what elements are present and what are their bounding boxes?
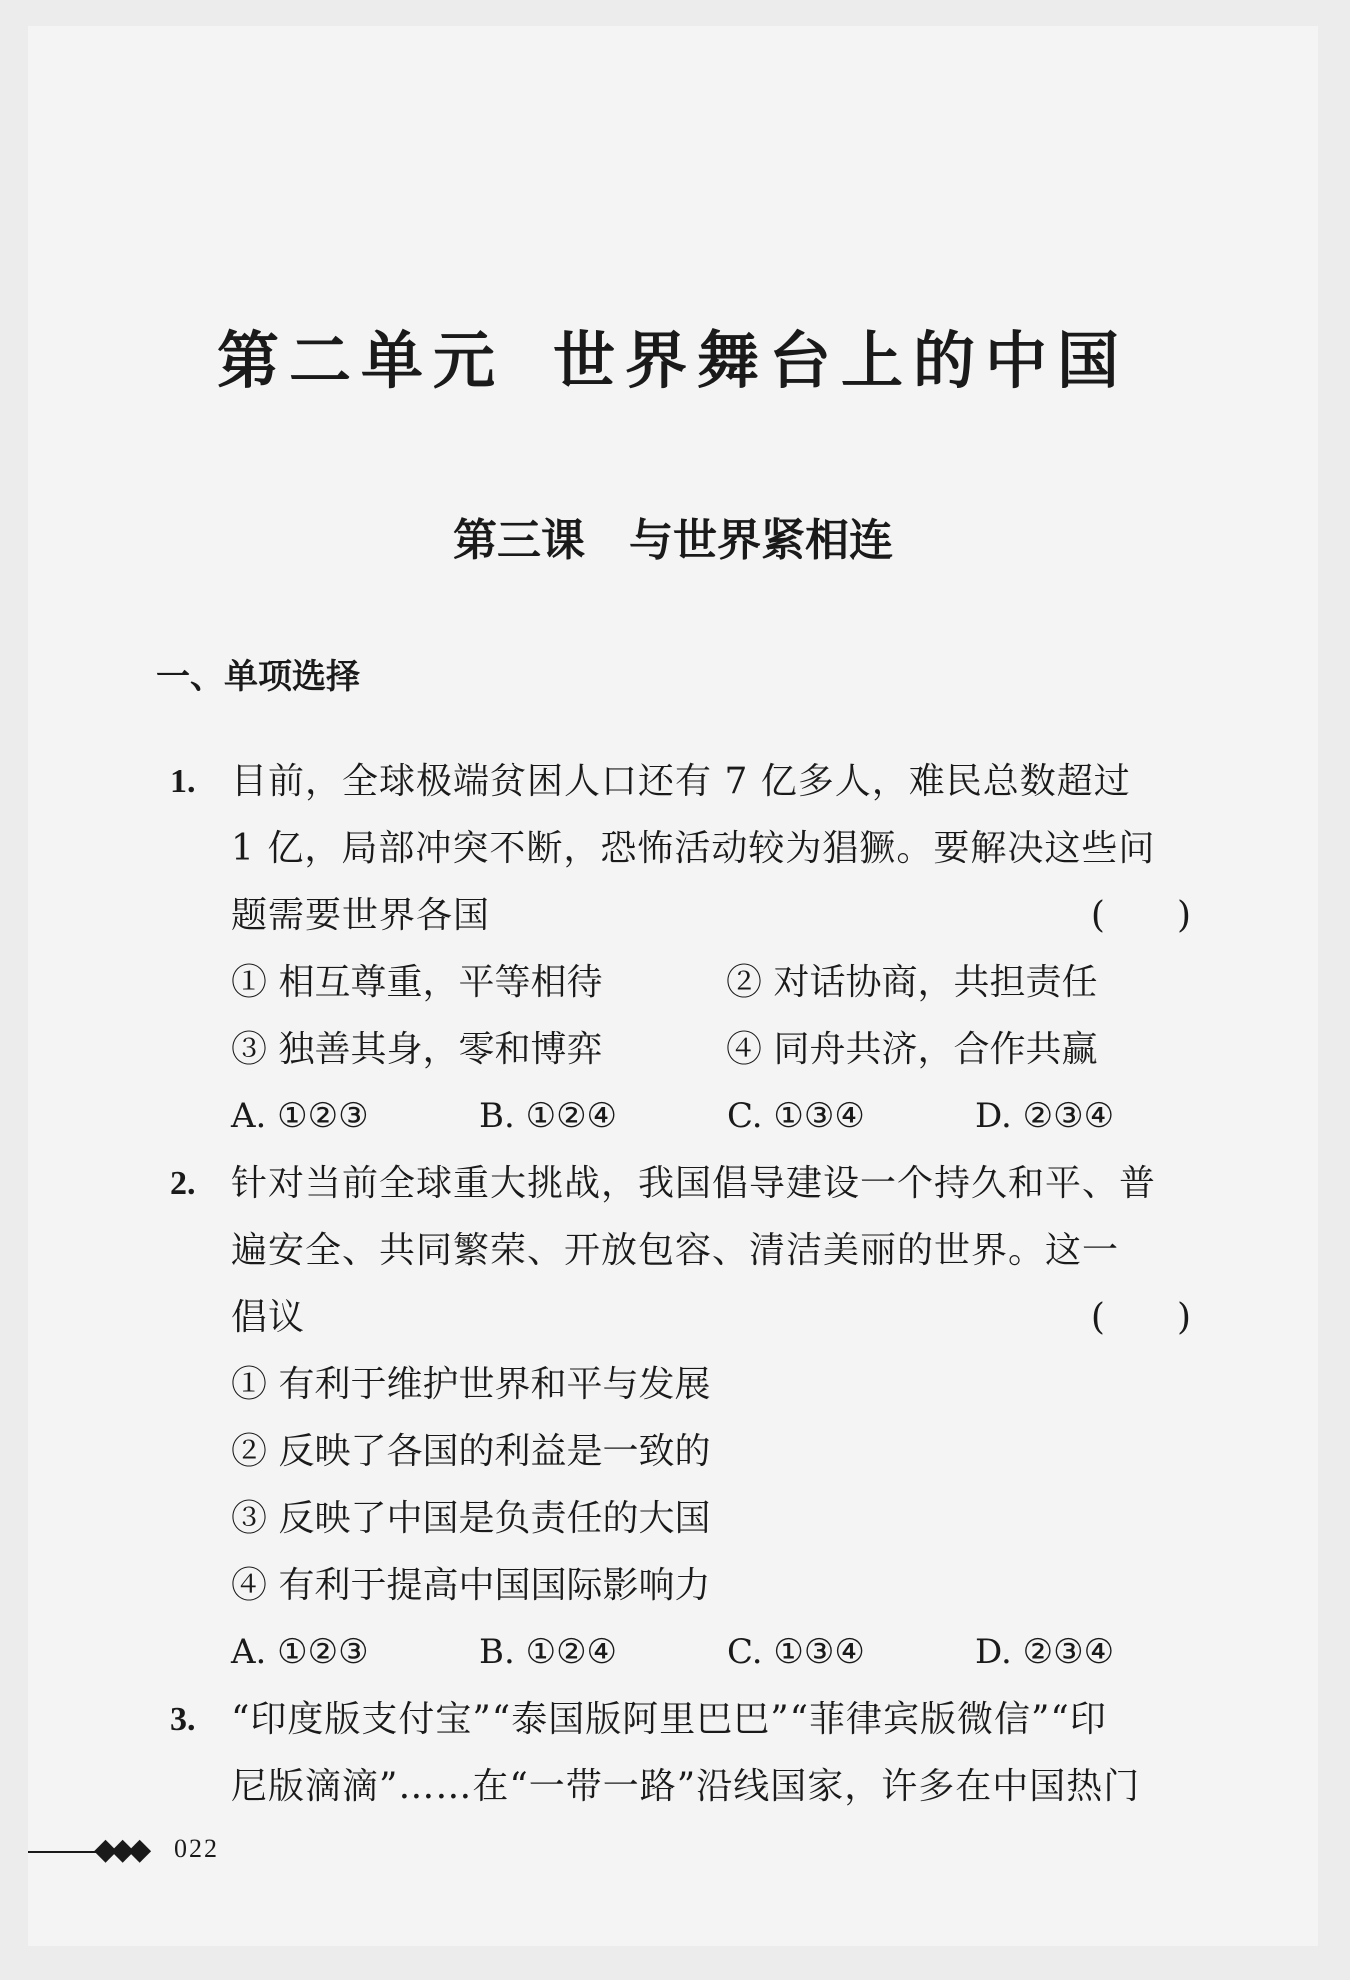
answer-choice-c: C. ①③④ <box>727 1632 865 1672</box>
answer-choice-d: D. ②③④ <box>975 1632 1115 1672</box>
option: ④ 有利于提高中国国际影响力 <box>231 1565 711 1606</box>
answer-choice-a: A. ①②③ <box>231 1096 369 1136</box>
question-list <box>28 748 1318 1820</box>
page <box>28 26 1318 1946</box>
answer-blank: ( ) <box>1090 895 1191 936</box>
question-3 <box>28 1686 1318 1820</box>
option: ④ 同舟共济，合作共赢 <box>726 1029 1098 1070</box>
unit-name: 世界舞台上的中国 <box>553 324 1130 397</box>
question-number: 2. <box>170 1165 196 1202</box>
question-stem-line <box>231 882 1201 949</box>
question-number: 1. <box>170 763 196 800</box>
question-stem-line <box>231 1284 1201 1351</box>
unit-label: 第二单元 <box>216 324 505 397</box>
option-row <box>231 949 1318 1016</box>
question-number: 3. <box>170 1701 196 1738</box>
option: ③ 独善其身，零和博弈 <box>231 1029 603 1070</box>
question-stem-line: 1 亿，局部冲突不断，恐怖活动较为猖獗。要解决这些问 <box>231 828 1156 869</box>
lesson-label: 第三课 <box>453 515 585 566</box>
option: ② 对话协商，共担责任 <box>726 962 1098 1003</box>
question-stem-line: 遍安全、共同繁荣、开放包容、清洁美丽的世界。这一 <box>231 1230 1120 1271</box>
question-stem-line: “印度版支付宝”“泰国版阿里巴巴”“菲律宾版微信”“印 <box>231 1699 1107 1740</box>
lesson-title <box>28 504 1318 568</box>
answer-blank: ( ) <box>1090 1297 1191 1338</box>
answer-choice-b: B. ①②④ <box>479 1632 618 1672</box>
question-stem-text: 倡议 <box>231 1297 306 1338</box>
section-title: 一、单项选择 <box>156 657 360 697</box>
option: ① 有利于维护世界和平与发展 <box>231 1364 711 1405</box>
option-row <box>231 1016 1318 1083</box>
footer-rule <box>28 1851 96 1853</box>
answer-choices <box>231 1619 1318 1686</box>
question-stem-line: 目前，全球极端贫困人口还有 7 亿多人，难民总数超过 <box>231 761 1131 802</box>
question-1 <box>28 748 1318 1150</box>
option: ③ 反映了中国是负责任的大国 <box>231 1498 711 1539</box>
answer-choice-a: A. ①②③ <box>231 1632 369 1672</box>
answer-choices <box>231 1083 1318 1150</box>
page-number: 022 <box>174 1834 219 1863</box>
question-stem-line: 尼版滴滴”……在“一带一路”沿线国家，许多在中国热门 <box>231 1766 1141 1807</box>
option: ② 反映了各国的利益是一致的 <box>231 1431 711 1472</box>
option: ① 相互尊重，平等相待 <box>231 962 603 1003</box>
unit-title <box>28 311 1318 400</box>
answer-choice-d: D. ②③④ <box>975 1096 1115 1136</box>
question-stem-text: 题需要世界各国 <box>231 895 491 936</box>
diamond-icon: ◆◆◆ <box>94 1832 146 1867</box>
answer-choice-b: B. ①②④ <box>479 1096 618 1136</box>
question-stem-line: 针对当前全球重大挑战，我国倡导建设一个持久和平、普 <box>231 1163 1157 1204</box>
answer-choice-c: C. ①③④ <box>727 1096 865 1136</box>
question-2 <box>28 1150 1318 1686</box>
lesson-name: 与世界紧相连 <box>629 515 893 566</box>
